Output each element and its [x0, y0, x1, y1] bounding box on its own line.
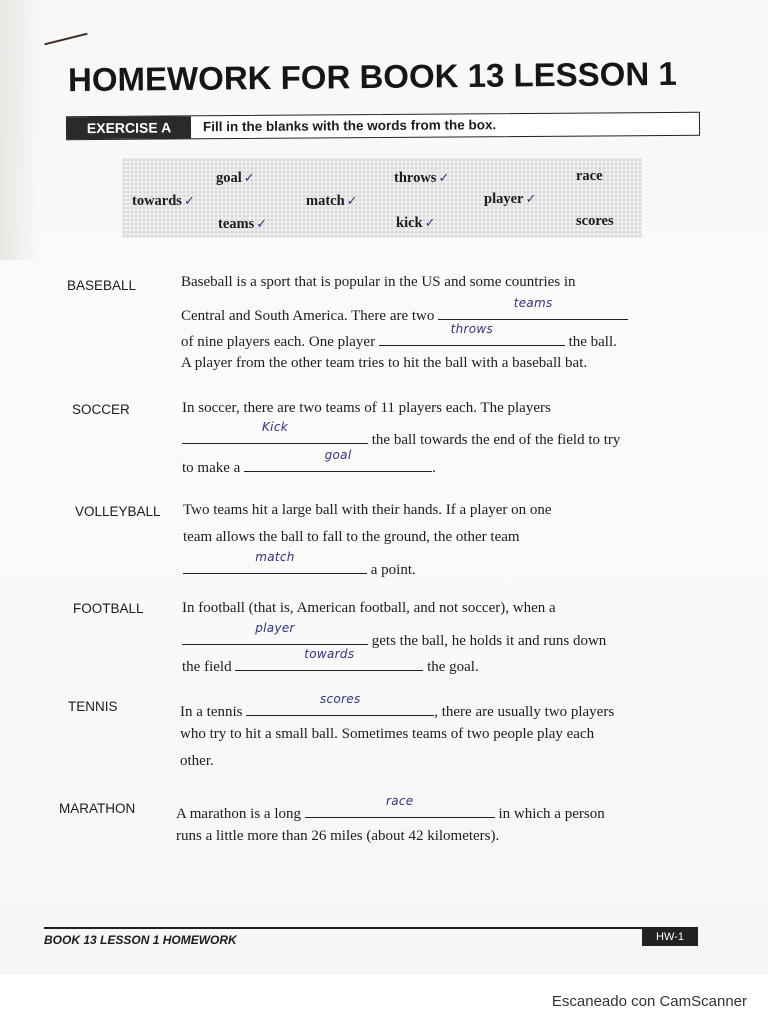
answer-blank [182, 420, 368, 444]
word-scores: scores [576, 213, 614, 229]
handwritten-answer: Kick [262, 420, 288, 434]
word-towards: towards ✓ [132, 193, 195, 209]
exercise-tag: EXERCISE A [67, 116, 191, 139]
section-label-football: FOOTBALL [73, 601, 144, 616]
soccer-line-1: In soccer, there are two teams of 11 players each. The players [182, 400, 551, 416]
check-mark-icon: ✓ [256, 217, 268, 232]
soccer-line-3: to make a goal . [182, 448, 436, 476]
tennis-line-3: other. [180, 753, 214, 769]
word-throws: throws ✓ [394, 170, 450, 186]
tennis-line-2: who try to hit a small ball. Sometimes teams of two people play each [180, 726, 595, 742]
page-shadow [0, 0, 40, 260]
answer-blank [438, 296, 628, 320]
baseball-line-2: Central and South America. There are two teams [181, 302, 628, 325]
handwritten-answer: teams [513, 296, 553, 310]
volleyball-line-3: match a point. [183, 556, 416, 579]
answer-blank [305, 794, 495, 818]
football-line-3: the field towards the goal. [182, 647, 479, 675]
section-label-volleyball: VOLLEYBALL [75, 504, 161, 519]
handwritten-answer: match [255, 550, 295, 564]
word-race: race [576, 168, 603, 184]
word-goal: goal ✓ [216, 170, 255, 186]
section-label-baseball: BASEBALL [67, 278, 137, 293]
check-mark-icon: ✓ [243, 171, 255, 186]
baseball-line-1: Baseball is a sport that is popular in the US and some countries in [181, 274, 576, 290]
answer-blank [379, 322, 565, 346]
marathon-line-1: A marathon is a long race in which a person [176, 794, 605, 822]
soccer-line-2: Kick the ball towards the end of the field to try [182, 426, 620, 449]
word-kick: kick ✓ [396, 215, 436, 231]
scanner-watermark: Escaneado con CamScanner [551, 993, 747, 1010]
page-number-tag: HW-1 [642, 928, 698, 946]
section-label-marathon: MARATHON [59, 801, 136, 816]
baseball-line-3: of nine players each. One player throws the ball. [181, 322, 617, 350]
handwritten-answer: towards [304, 647, 355, 661]
check-mark-icon: ✓ [346, 194, 358, 209]
volleyball-line-1: Two teams hit a large ball with their hands. If a player on one [183, 502, 552, 518]
word-box [122, 158, 642, 238]
check-mark-icon: ✓ [438, 171, 450, 186]
handwritten-answer: goal [324, 448, 352, 462]
check-mark-icon: ✓ [183, 194, 195, 209]
marathon-line-2: runs a little more than 26 miles (about 42 kilometers). [176, 828, 500, 844]
check-mark-icon: ✓ [525, 192, 537, 207]
baseball-line-4: A player from the other team tries to hit the ball with a baseball bat. [181, 355, 588, 371]
check-mark-icon: ✓ [424, 216, 436, 231]
footer-text: BOOK 13 LESSON 1 HOMEWORK [44, 933, 237, 947]
footer-rule [44, 927, 698, 929]
football-line-1: In football (that is, American football, and not soccer), when a [182, 600, 556, 616]
word-match: match ✓ [306, 193, 358, 209]
handwritten-answer: throws [450, 322, 494, 336]
tennis-line-1: In a tennis scores , there are usually two players [180, 692, 615, 720]
section-label-tennis: TENNIS [68, 699, 118, 714]
handwritten-answer: race [386, 794, 414, 808]
page-title: HOMEWORK FOR BOOK 13 LESSON 1 [67, 54, 677, 99]
exercise-header [66, 112, 700, 140]
word-teams: teams ✓ [218, 216, 268, 232]
answer-blank [246, 692, 434, 716]
volleyball-line-2: team allows the ball to fall to the ground, the other team [183, 529, 520, 545]
handwritten-answer: scores [319, 692, 361, 706]
exercise-instruction: Fill in the blanks with the words from the box. [202, 117, 497, 135]
word-player: player ✓ [484, 191, 537, 207]
section-label-soccer: SOCCER [72, 402, 130, 417]
football-line-2: player gets the ball, he holds it and runs down [182, 627, 606, 650]
handwritten-answer: player [255, 621, 295, 635]
answer-blank [182, 621, 368, 645]
